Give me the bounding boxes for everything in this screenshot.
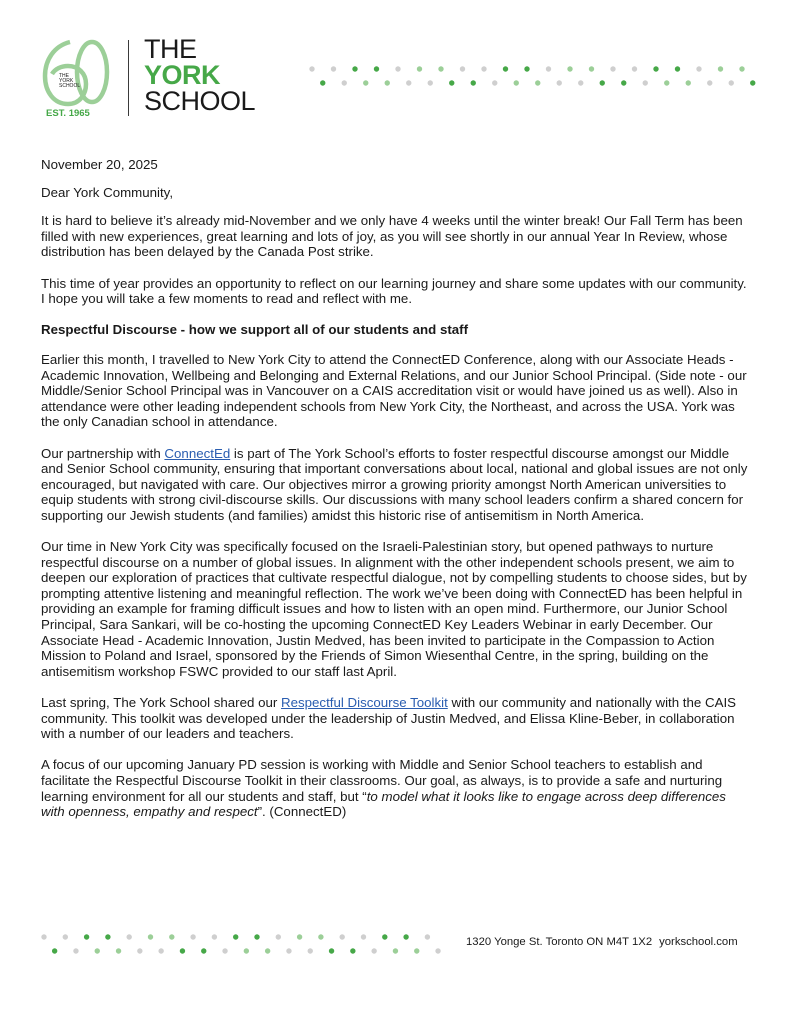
footer-street: 1320 Yonge St. Toronto ON M4T 1X2: [466, 936, 653, 948]
letter-body: [41, 157, 753, 835]
decorative-dot: [254, 934, 259, 939]
decorative-dot: [374, 66, 379, 71]
p7-quote: to model what it looks like to engage across deep differences with openness, empathy and respect: [41, 788, 726, 820]
decorative-dot: [320, 80, 325, 85]
decorative-dot: [707, 80, 712, 85]
decorative-dot: [361, 934, 366, 939]
salutation: Dear York Community,: [41, 184, 174, 200]
connected-link[interactable]: ConnectEd: [164, 445, 231, 461]
letter-date: November 20, 2025: [41, 157, 158, 172]
wordmark-line-2: YORK: [144, 60, 221, 90]
paragraph-4: [41, 446, 753, 524]
decorative-dot: [342, 80, 347, 85]
decorative-dot: [428, 80, 433, 85]
decorative-dot: [546, 66, 551, 71]
decorative-dot: [385, 80, 390, 85]
decorative-dot: [403, 934, 408, 939]
decorative-dot: [578, 80, 583, 85]
decorative-dot: [481, 66, 486, 71]
decorative-dot: [148, 934, 153, 939]
decorative-dot: [318, 934, 323, 939]
footer-website: yorkschool.com: [659, 936, 738, 948]
decorative-dot: [739, 66, 744, 71]
decorative-dot: [309, 66, 314, 71]
paragraph-2: This time of year provides an opportunity to reflect on our learning journey and share some updates with our community. I hope you will take a few moments to read and reflect with me.: [41, 275, 747, 307]
wordmark-line-3: SCHOOL: [144, 86, 256, 116]
decorative-dot: [438, 66, 443, 71]
decorative-dot: [233, 934, 238, 939]
decorative-dot: [52, 948, 57, 953]
decorative-dot: [567, 66, 572, 71]
decorative-dot: [643, 80, 648, 85]
decorative-dot: [331, 66, 336, 71]
paragraph-7: [41, 757, 753, 819]
decorative-dot: [621, 80, 626, 85]
p7-text-after: ”. (ConnectED): [257, 804, 347, 820]
decorative-dot: [460, 66, 465, 71]
decorative-dot: [750, 80, 755, 85]
paragraph-5: Our time in New York City was specifically focused on the Israeli-Palestinian story, but opened pathways to nurture respectful discourse on a number of global issues. In alignment with the other independent schools present, we aim to deepen our exploration of practices that cultivate respectful dialogue, not by compelling students to choose sides, but by prompting attentive listening and meaningful reflection. The work we’ve been doing with ConnectED has been helpful in providing an example for framing difficult issues and how to listen with an open mind. Furthermore, our Junior School Principal, Sara Sankari, will be co-hosting the upcoming ConnectED Key Leaders Webinar in early December. Our Associate Head - Academic Innovation, Justin Medved, has been invited to participate in the Compassion to Action Mission to Poland and Israel, sponsored by the Friends of Simon Wiesenthal Centre, in the spring, building on the antisemitism workshop FSWC provided to our staff last April.: [41, 539, 747, 679]
logo-inner-line-2: YORK: [59, 78, 74, 84]
decorative-dot: [535, 80, 540, 85]
decorative-dot: [286, 948, 291, 953]
decorative-dot: [718, 66, 723, 71]
logo-est: EST. 1965: [46, 108, 90, 119]
decorative-dot: [729, 80, 734, 85]
decorative-dot: [84, 934, 89, 939]
decorative-dot: [589, 66, 594, 71]
decorative-dot: [632, 66, 637, 71]
decorative-dot: [222, 948, 227, 953]
decorative-dot: [524, 66, 529, 71]
decorative-dot: [137, 948, 142, 953]
decorative-dot: [557, 80, 562, 85]
decorative-dot: [492, 80, 497, 85]
decorative-dot: [350, 948, 355, 953]
decorative-dot-pattern-bottom: [40, 932, 450, 956]
decorative-dot: [600, 80, 605, 85]
decorative-dot: [675, 66, 680, 71]
header-divider: [128, 40, 129, 116]
paragraph-1: It is hard to believe it’s already mid-November and we only have 4 weeks until the winter break! Our Fall Term has been filled with new experiences, great learning and lots of joy, as you will see shortly in our annual Year In Review, whose distribution has been delayed by the Canada Post strike.: [41, 213, 743, 260]
section-heading: Respectful Discourse - how we support all of our students and staff: [41, 322, 469, 338]
p6-text-after: with our community and nationally with the CAIS community. This toolkit was developed under the leadership of Justin Medved, and Elissa Kline-Beber, in collaboration with a number of our leaders and teachers.: [41, 695, 737, 742]
p4-text-before: Our partnership with: [41, 445, 165, 461]
decorative-dot: [664, 80, 669, 85]
decorative-dot: [116, 948, 121, 953]
p6-text-before: Last spring, The York School shared our: [41, 695, 281, 710]
decorative-dot: [382, 934, 387, 939]
decorative-dot: [180, 948, 185, 953]
p7-text-before: A focus of our upcoming January PD session is working with Middle and Senior School teachers to establish and facilitate the Respectful Discourse Toolkit in their classrooms. Our goal, as always, is to provide a safe and nurturing learning environment for all our students and staff, but “: [41, 757, 723, 804]
wordmark-line-1: THE: [144, 34, 197, 64]
decorative-dot: [201, 948, 206, 953]
decorative-dot: [297, 934, 302, 939]
decorative-dot: [435, 948, 440, 953]
decorative-dot: [41, 934, 46, 939]
letterhead: [40, 36, 760, 120]
decorative-dot: [212, 934, 217, 939]
decorative-dot: [653, 66, 658, 71]
footer-address: [466, 936, 745, 948]
decorative-dot: [371, 948, 376, 953]
decorative-dot: [363, 80, 368, 85]
decorative-dot: [686, 80, 691, 85]
decorative-dot: [169, 934, 174, 939]
decorative-dot: [340, 934, 345, 939]
decorative-dot: [63, 934, 68, 939]
decorative-dot: [449, 80, 454, 85]
paragraph-6: [41, 695, 753, 742]
decorative-dot: [265, 948, 270, 953]
decorative-dot: [329, 948, 334, 953]
p4-text-after: is part of The York School’s efforts to foster respectful discourse amongst our Middle and Senior School community, ensuring that important conversations about local, national and global issues are not only encouraged, but navigated with care. Our objectives mirror a growing priority amongst North American universities to equip students with strong civil-discourse skills. Our discussions with many school leaders confirm a shared concern for supporting our Jewish students (and families) amidst this historic rise of antisemitism in North America.: [41, 445, 748, 523]
decorative-dot: [73, 948, 78, 953]
decorative-dot: [276, 934, 281, 939]
respectful-discourse-toolkit-link[interactable]: Respectful Discourse Toolkit: [281, 695, 448, 710]
decorative-dot: [395, 66, 400, 71]
decorative-dot: [471, 80, 476, 85]
decorative-dot: [417, 66, 422, 71]
decorative-dot: [696, 66, 701, 71]
logo-inner-line-1: THE: [59, 73, 69, 79]
decorative-dot: [425, 934, 430, 939]
school-wordmark: [144, 36, 255, 114]
paragraph-3: Earlier this month, I travelled to New York City to attend the ConnectED Conference, along with our Associate Heads - Academic Innovation, Wellbeing and Belonging and External Relations, and our Junior School Principal. (Side note - our Middle/Senior School Principal was in Vancouver on a CAIS accreditation visit or would have joined us as well). Also in attendance were other leading independent schools from New York City, the Northeast, and across the USA. York was the only Canadian school in attendance.: [41, 351, 747, 430]
decorative-dot: [158, 948, 163, 953]
decorative-dot: [244, 948, 249, 953]
decorative-dot: [514, 80, 519, 85]
logo-inner-line-3: SCHOOL: [59, 83, 81, 89]
decorative-dot: [190, 934, 195, 939]
decorative-dot: [393, 948, 398, 953]
decorative-dot: [95, 948, 100, 953]
decorative-dot: [406, 80, 411, 85]
sixty-anniversary-logo: [40, 36, 112, 120]
decorative-dot: [610, 66, 615, 71]
decorative-dot: [127, 934, 132, 939]
decorative-dot: [352, 66, 357, 71]
decorative-dot: [414, 948, 419, 953]
decorative-dot: [308, 948, 313, 953]
decorative-dot: [105, 934, 110, 939]
decorative-dot: [503, 66, 508, 71]
decorative-dot-pattern-top: [308, 64, 768, 88]
